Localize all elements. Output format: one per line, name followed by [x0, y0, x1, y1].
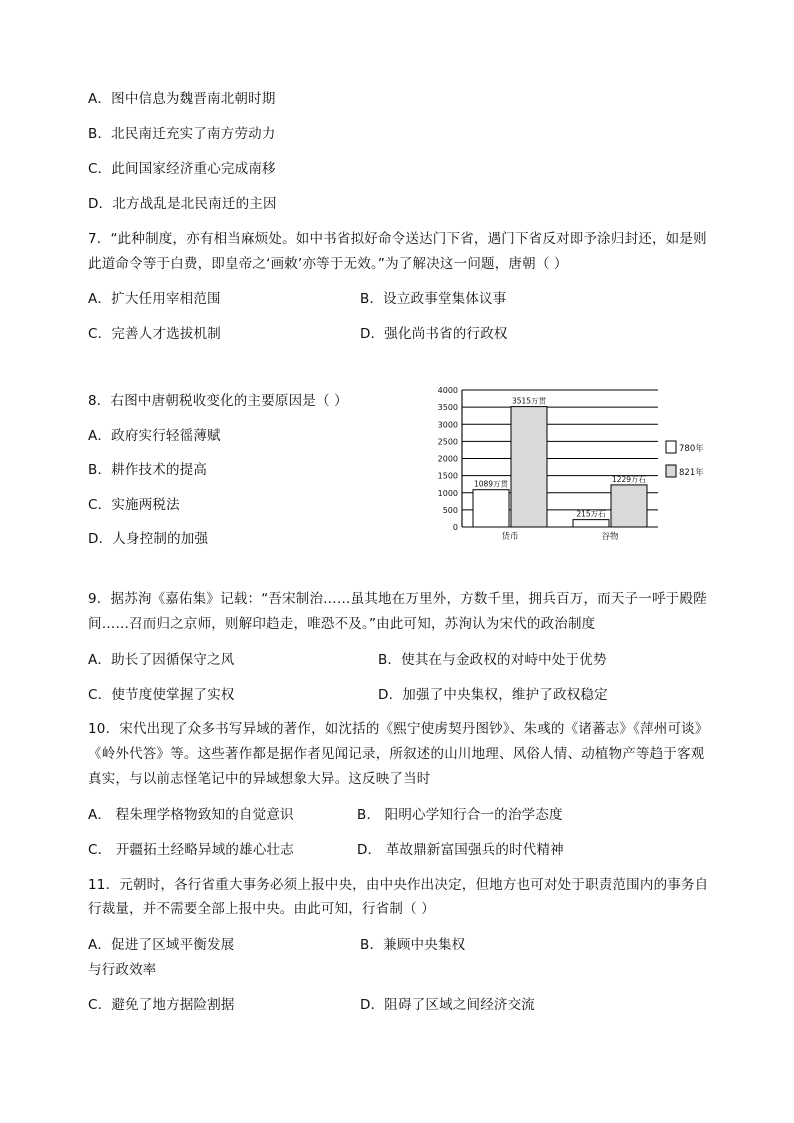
data-label: 3515万贯 — [511, 396, 547, 406]
q7-option-a: A．扩大任用宰相范围 — [88, 291, 221, 307]
q9-option-b: B．使其在与金政权的对峙中处于优势 — [378, 652, 607, 668]
y-tick-label: 1500 — [437, 471, 458, 481]
q7-stem-line2: 此道命令等于白费，即皇帝之‘画敕’亦等于无效。”为了解决这一问题，唐朝（ ） — [88, 256, 568, 272]
y-tick-label: 2500 — [437, 437, 458, 447]
q11-option-b-continued: 与行政效率 — [88, 962, 157, 978]
y-tick-label: 3000 — [437, 420, 458, 430]
q9-option-c: C．使节度使掌握了实权 — [88, 687, 235, 703]
q10-stem-line3: 真实，与以前志怪笔记中的异域想象大异。这反映了当时 — [88, 771, 431, 787]
q7-option-b: B．设立政事堂集体议事 — [360, 291, 507, 307]
q10-stem-line2: 《岭外代答》等。这些著作都是据作者见闻记录，所叙述的山川地理、风俗人情、动植物产等趋于客观 — [88, 746, 705, 762]
q6-option-b: B．北民南迁充实了南方劳动力 — [88, 126, 276, 142]
x-category-label: 谷物 — [601, 532, 619, 542]
q9-stem-line2: 间……召而归之京师，则解印趋走，唯恐不及。”由此可知，苏洵认为宋代的政治制度 — [88, 616, 596, 632]
bar-货币-821年 — [511, 407, 547, 527]
q7-stem-line1: 7．“此种制度，亦有相当麻烦处。如中书省拟好命令送达门下省，遇门下省反对即予涂归封还，如是则 — [88, 231, 707, 247]
q11-stem-line2: 行裁量，并不需要全部上报中央。由此可知，行省制（ ） — [88, 901, 435, 917]
q11-option-c: C．避免了地方据险割据 — [88, 997, 235, 1013]
q10-stem-line1: 10．宋代出现了众多书写异域的著作，如沈括的《熙宁使虏契丹图钞》、朱彧的《诸蕃志》《萍州可谈》 — [88, 721, 709, 737]
data-label: 1229万石 — [611, 474, 647, 484]
q6-option-c: C．此间国家经济重心完成南移 — [88, 161, 276, 177]
q8-option-a: A．政府实行轻徭薄赋 — [88, 428, 221, 444]
q11-option-b: B．兼顾中央集权 — [360, 937, 466, 953]
q11-option-d: D．阻碍了区域之间经济交流 — [360, 997, 535, 1013]
legend-swatch — [666, 465, 676, 477]
data-label: 1089万贯 — [473, 479, 509, 489]
bar-谷物-821年 — [611, 485, 647, 527]
q8-stem: 8．右图中唐朝税收变化的主要原因是（ ） — [88, 393, 348, 409]
y-tick-label: 4000 — [437, 386, 458, 395]
q9-option-d: D．加强了中央集权，维护了政权稳定 — [378, 687, 608, 703]
x-category-label: 货币 — [501, 532, 519, 542]
data-label: 215万石 — [576, 509, 606, 519]
legend-label: 821年 — [679, 468, 704, 478]
q8-option-b: B．耕作技术的提高 — [88, 462, 208, 478]
q9-option-a: A．助长了因循保守之风 — [88, 652, 235, 668]
q8-option-d: D．人身控制的加强 — [88, 531, 209, 547]
q7-option-d: D．强化尚书省的行政权 — [360, 326, 508, 342]
q6-option-d: D．北方战乱是北民南迁的主因 — [88, 196, 277, 212]
q11-stem-line1: 11．元朝时，各行省重大事务必须上报中央，由中央作出决定，但地方也可对处于职责范围内的事务自 — [88, 877, 709, 893]
q10-option-b: B． 阳明心学知行合一的治学态度 — [357, 807, 563, 823]
y-tick-label: 1000 — [437, 488, 458, 498]
q10-option-d: D． 革故鼎新富国强兵的时代精神 — [357, 842, 564, 858]
q8-option-c: C．实施两税法 — [88, 497, 180, 513]
tax-revenue-bar-chart — [430, 378, 720, 550]
bar-货币-780年 — [473, 490, 509, 527]
y-tick-label: 500 — [442, 505, 458, 515]
q10-option-a: A． 程朱理学格物致知的自觉意识 — [88, 807, 294, 823]
q6-option-a: A．图中信息为魏晋南北朝时期 — [88, 91, 276, 107]
bar-谷物-780年 — [573, 520, 609, 527]
y-tick-label: 2000 — [437, 454, 458, 464]
legend-label: 780年 — [679, 444, 704, 454]
y-tick-label: 0 — [452, 523, 458, 532]
q9-stem-line1: 9．据苏洵《嘉佑集》记载：“吾宋制治……虽其地在万里外，方数千里，拥兵百万，而天子一呼于殿陛 — [88, 591, 707, 607]
y-tick-label: 3500 — [437, 403, 458, 413]
q7-option-c: C．完善人才选拔机制 — [88, 326, 221, 342]
q11-option-a: A．促进了区域平衡发展 — [88, 937, 235, 953]
legend-swatch — [666, 441, 676, 453]
q10-option-c: C． 开疆拓土经略异域的雄心壮志 — [88, 842, 294, 858]
